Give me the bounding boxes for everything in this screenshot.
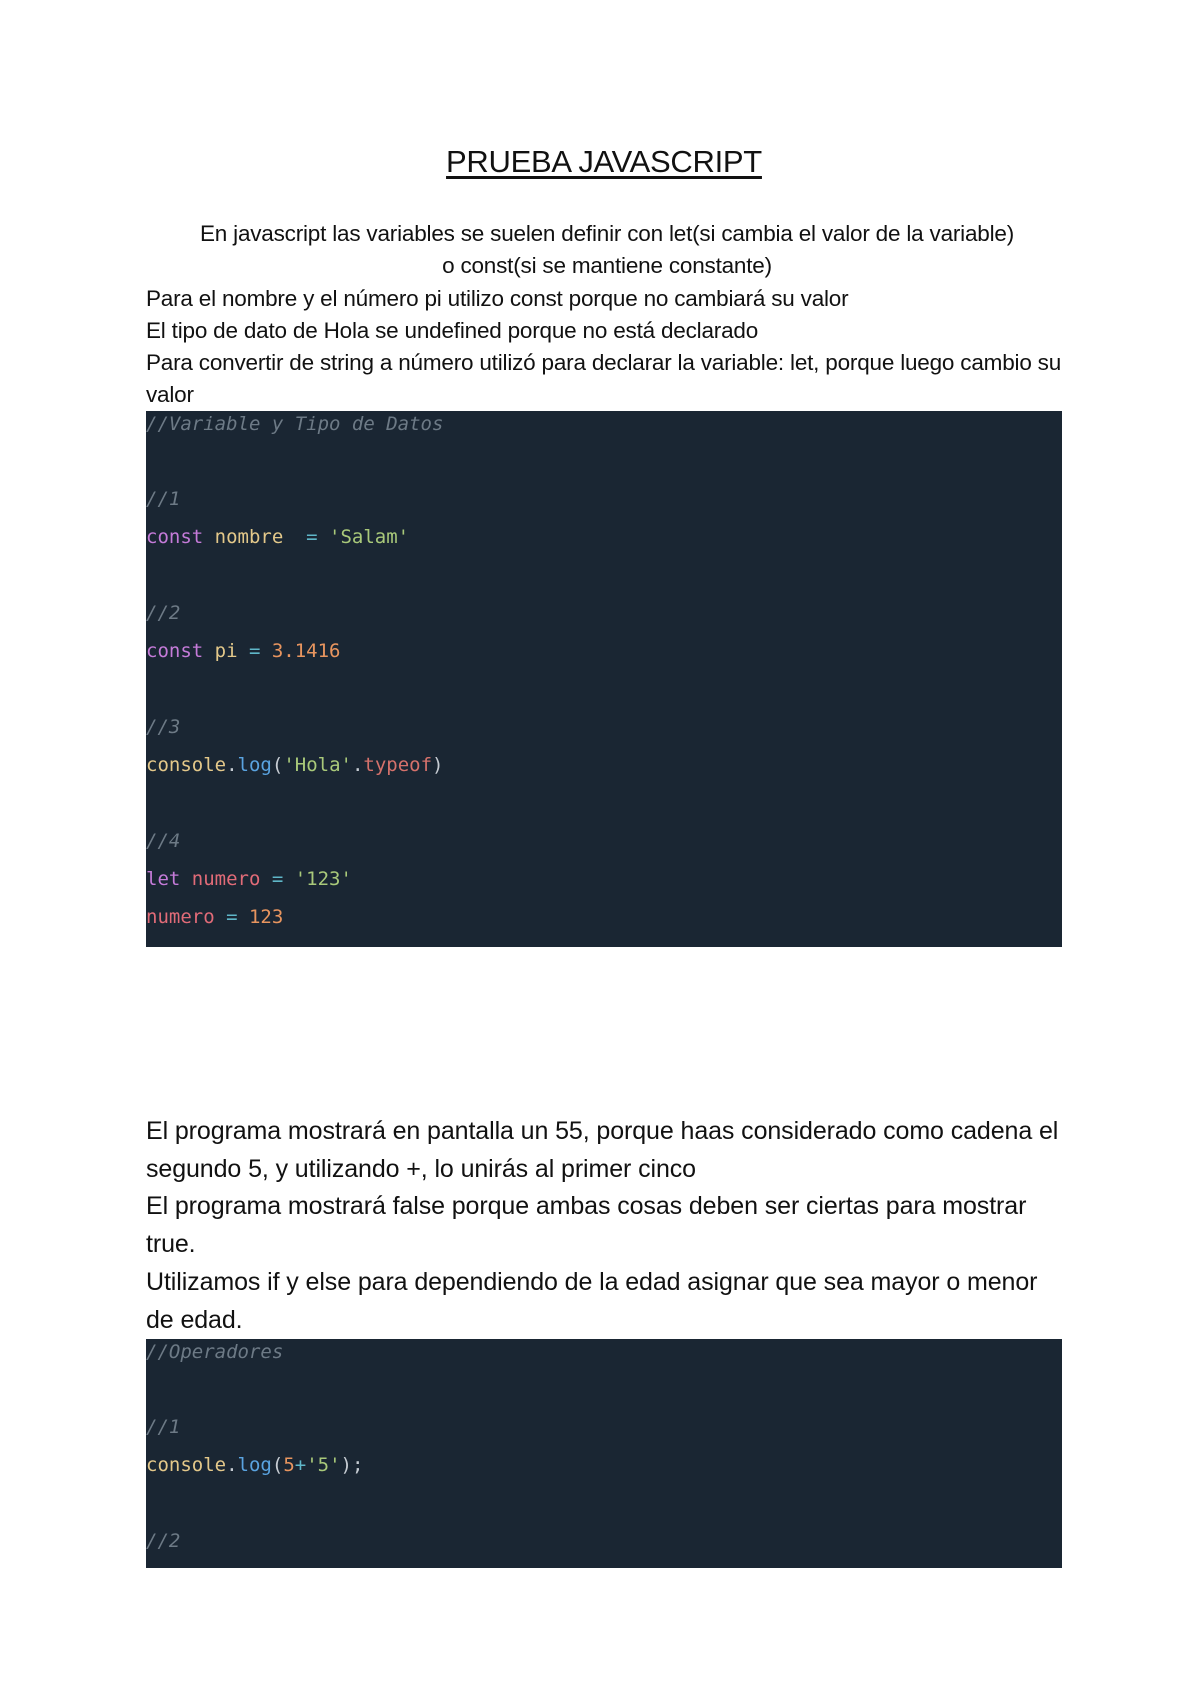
explanation-line-2: El programa mostrará false porque ambas cosas deben ser ciertas para mostrar true. — [146, 1192, 1027, 1259]
operators-explanation — [146, 1113, 1062, 1339]
intro-line-1: En javascript las variables se suelen definir con let(si cambia el valor de la variable) — [199, 221, 1015, 246]
code-comment-4: //4 — [146, 830, 181, 852]
code-line-console-log — [146, 754, 444, 776]
code-token-dot: . — [351, 754, 364, 776]
explanation-line-3: Utilizamos if y else para dependiendo de la edad asignar que sea mayor o menor de edad. — [146, 1267, 1038, 1334]
code-token-keyword: const — [146, 640, 204, 662]
code-comment-title: //Operadores — [146, 1341, 284, 1363]
code-token-string: 'Salam' — [329, 526, 410, 548]
code-token-operator: = — [294, 526, 330, 548]
code-token-number: 5 — [283, 1454, 295, 1476]
code-token-number: 123 — [237, 906, 284, 928]
intro-line-2: o const(si se mantiene constante) — [442, 253, 772, 279]
code-token-object: console — [146, 754, 227, 776]
code-token-string: '123' — [283, 868, 352, 890]
code-line-const-pi — [146, 640, 341, 662]
code-token-keyword: let — [146, 868, 181, 890]
code-token-property: typeof — [363, 754, 433, 776]
code-line-console-log — [146, 1454, 363, 1476]
code-token-paren: ); — [340, 1454, 364, 1476]
code-token-variable: numero — [146, 906, 227, 928]
page-title: PRUEBA JAVASCRIPT — [446, 144, 762, 179]
code-token-function: log — [237, 1454, 272, 1476]
code-token-string: '5' — [306, 1454, 341, 1476]
code-comment-3: //3 — [146, 716, 181, 738]
code-line-const-nombre — [146, 526, 409, 548]
code-token-operator: = — [226, 906, 238, 928]
code-comment-2: //2 — [146, 1530, 181, 1552]
code-token-identifier: nombre — [203, 526, 295, 548]
intro-paragraph — [146, 218, 1062, 412]
explanation-line-1: El programa mostrará en pantalla un 55, porque haas considerado como cadena el segundo 5, y utilizando +, lo unirás al primer cinco — [146, 1117, 1059, 1183]
code-comment-title: //Variable y Tipo de Datos — [146, 413, 444, 435]
code-token-number: 3.1416 — [260, 640, 341, 662]
code-comment-1: //1 — [146, 1416, 181, 1438]
code-line-numero-assign — [146, 906, 283, 928]
code-token-keyword: const — [146, 526, 204, 548]
code-line-let-numero — [146, 868, 352, 890]
code-block-variables — [146, 411, 1062, 947]
code-token-identifier: pi — [203, 640, 249, 662]
code-comment-1: //1 — [146, 488, 181, 510]
code-token-dot: . — [226, 754, 238, 776]
intro-line-3: Para el nombre y el número pi utilizo const porque no cambiará su valor — [146, 285, 849, 311]
code-token-dot: . — [226, 1454, 238, 1476]
code-block-operators — [146, 1339, 1062, 1568]
code-comment-2: //2 — [146, 602, 181, 624]
code-token-paren: ( — [271, 1454, 284, 1476]
code-token-function: log — [237, 754, 272, 776]
code-token-paren: ( — [271, 754, 284, 776]
code-token-operator: + — [294, 1454, 307, 1476]
code-token-variable: numero — [180, 868, 272, 890]
intro-line-5: Para convertir de string a número utilizó para declarar la variable: let, porque luego cambio su valor — [146, 350, 1062, 408]
code-token-operator: = — [248, 640, 261, 662]
code-token-object: console — [146, 1454, 227, 1476]
intro-line-4: El tipo de dato de Hola se undefined porque no está declarado — [146, 317, 759, 343]
code-token-paren: ) — [432, 754, 444, 776]
code-token-string: 'Hola' — [283, 754, 352, 776]
code-token-operator: = — [271, 868, 284, 890]
